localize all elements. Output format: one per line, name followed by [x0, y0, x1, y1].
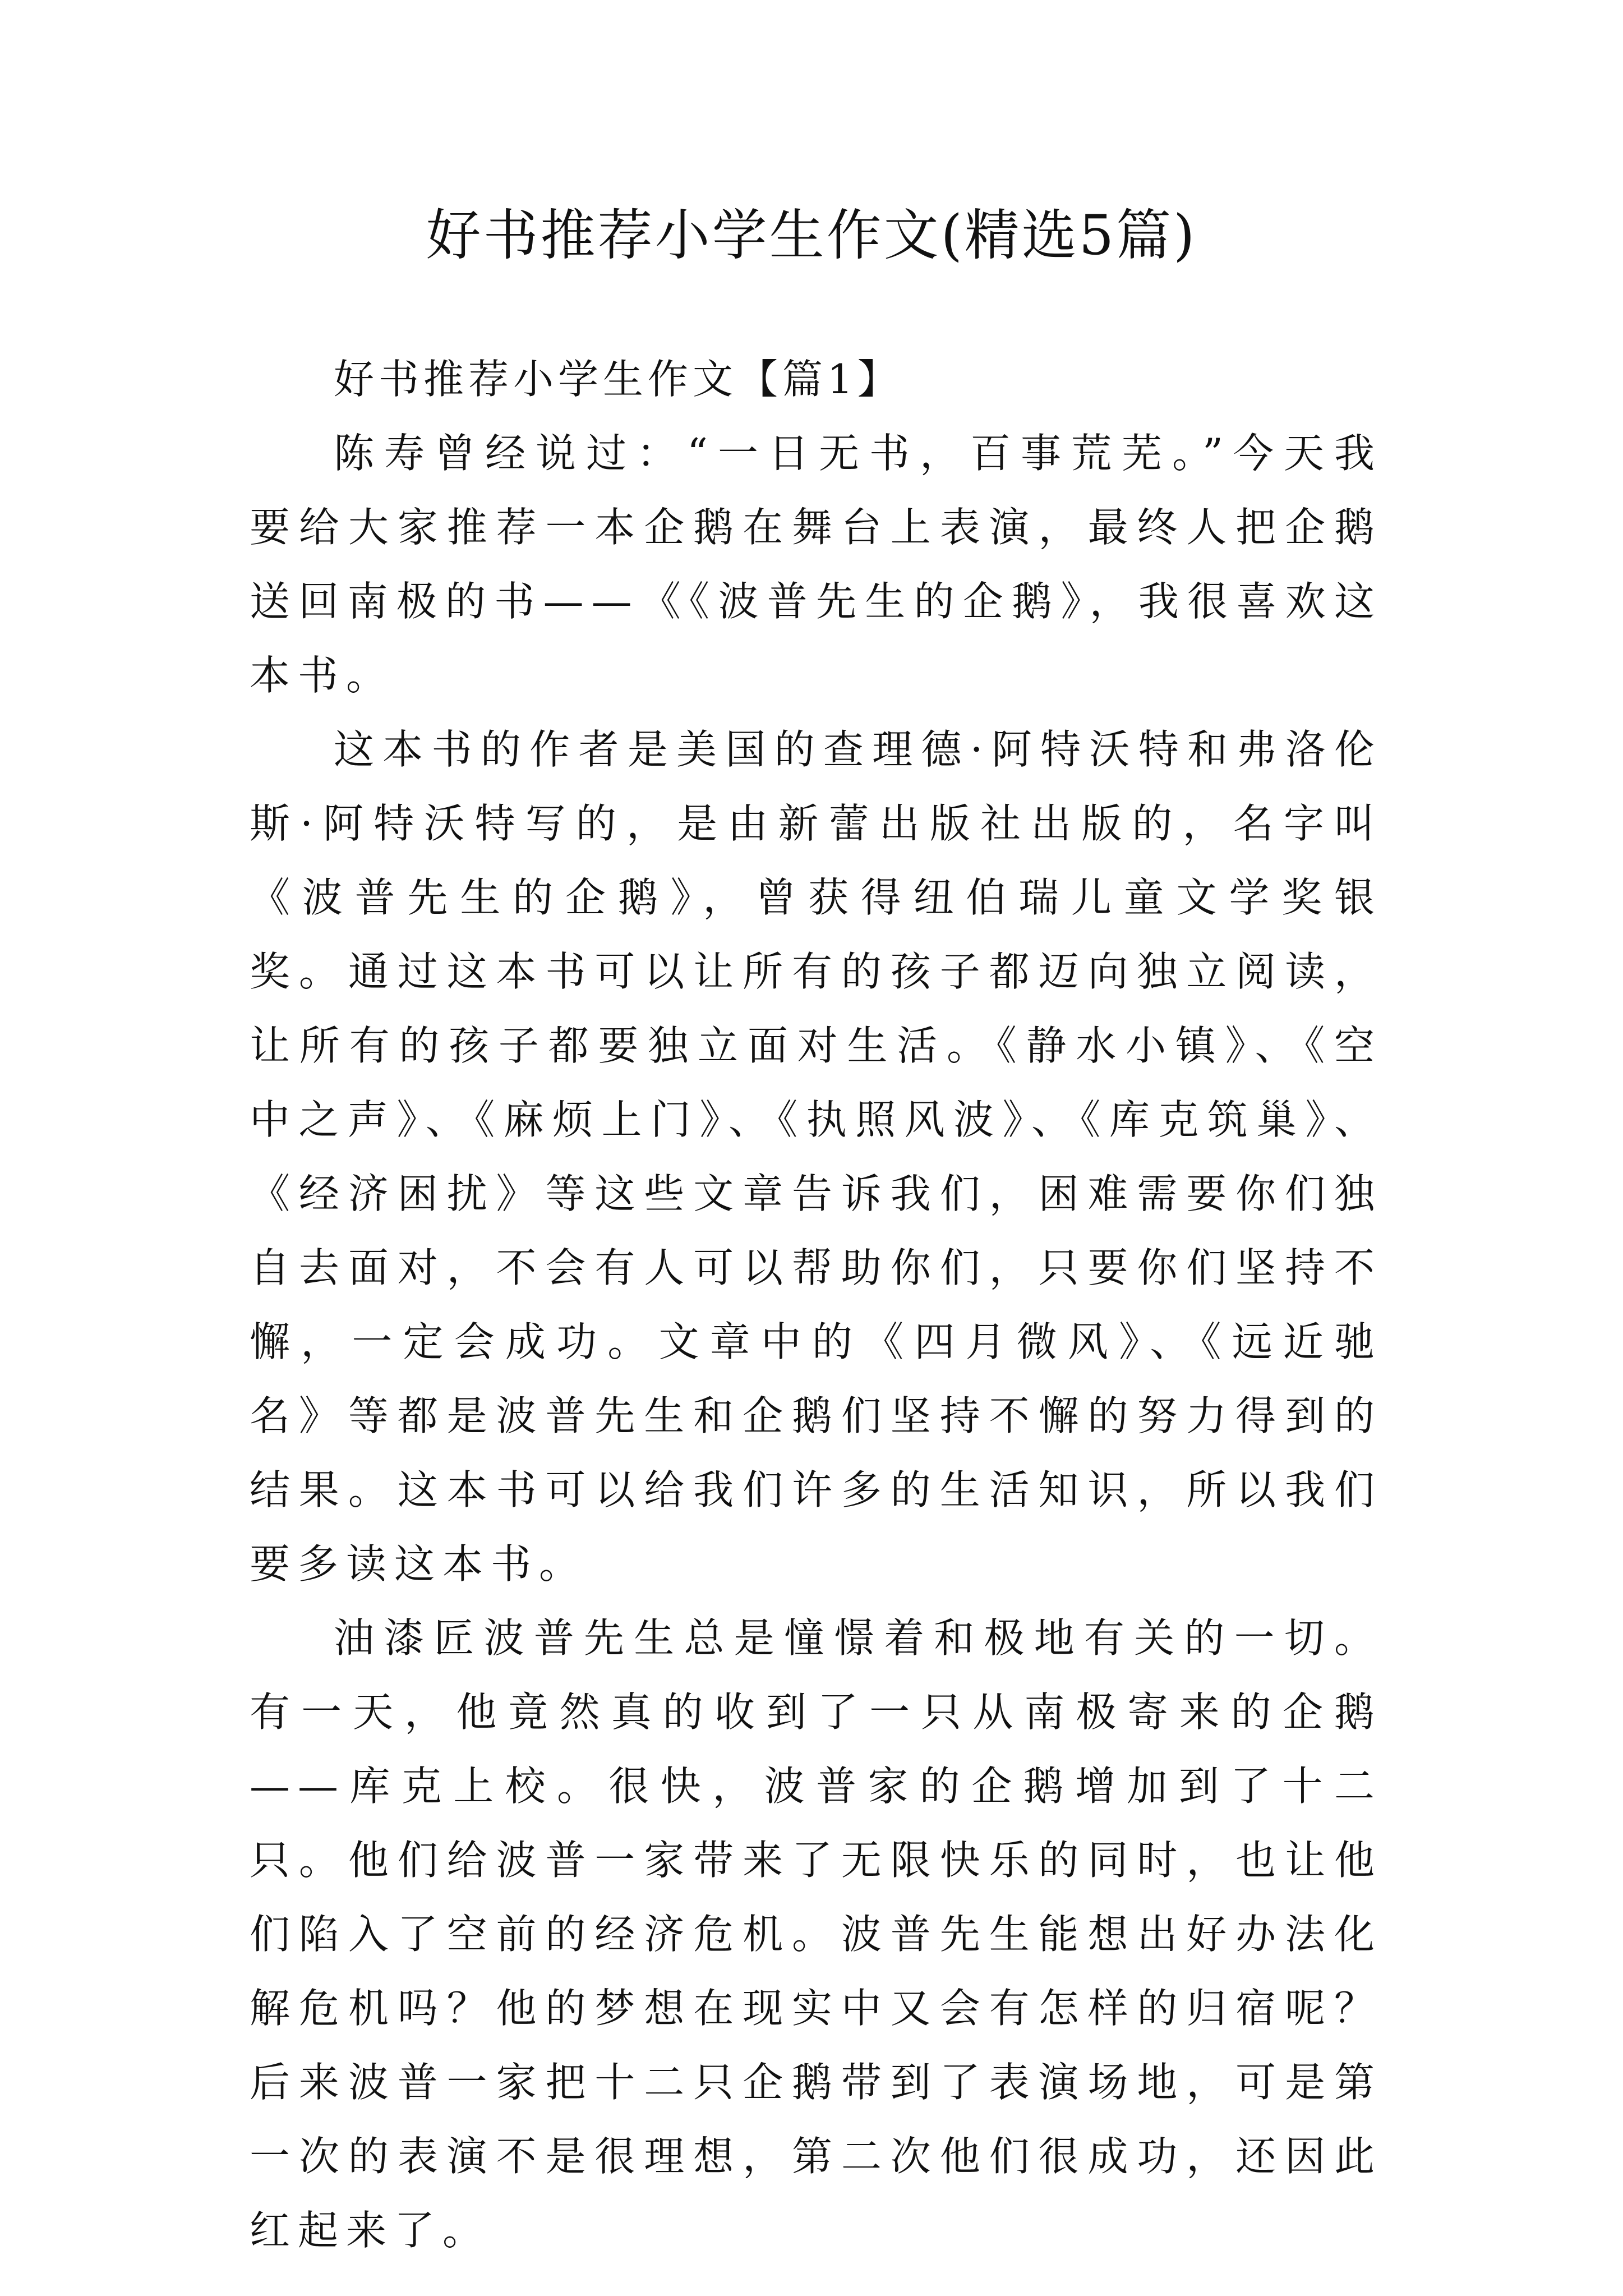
- document-title: 好书推荐小学生作文(精选5篇): [426, 204, 1197, 268]
- paragraph: 陈寿曾经说过：“一日无书，百事荒芜。”今天我要给大家推荐一本企鹅在舞台上表演，最终人把企鹅送回南极的书——《《波普先生的企鹅》，我很喜欢这本书。: [250, 430, 1382, 699]
- paragraph: 油漆匠波普先生总是憧憬着和极地有关的一切。有一天，他竟然真的收到了一只从南极寄来的企鹅——库克上校。很快，波普家的企鹅增加到了十二只。他们给波普一家带来了无限快乐的同时，也让他们陷入了空前的经济危机。波普先生能想出好办法化解危机吗？他的梦想在现实中又会有怎样的归宿呢？后来波普一家把十二只企鹅带到了表演场地，可是第一次的表演不是很理想，第二次他们很成功，还因此红起来了。: [250, 1614, 1382, 2254]
- paragraph: 这本书的作者是美国的查理德·阿特沃特和弗洛伦斯·阿特沃特写的，是由新蕾出版社出版的，名字叫《波普先生的企鹅》，曾获得纽伯瑞儿童文学奖银奖。通过这本书可以让所有的孩子都迈向独立阅读，让所有的孩子都要独立面对生活。《静水小镇》、《空中之声》、《麻烦上门》、《执照风波》、《库克筑巢》、《经济困扰》等这些文章告诉我们，困难需要你们独自去面对，不会有人可以帮助你们，只要你们坚持不懈，一定会成功。文章中的《四月微风》、《远近驰名》等都是波普先生和企鹅们坚持不懈的努力得到的结果。这本书可以给我们许多的生活知识，所以我们要多读这本书。: [250, 726, 1382, 1588]
- document-body: [250, 342, 1382, 2267]
- section-heading: 好书推荐小学生作文【篇1】: [334, 356, 902, 403]
